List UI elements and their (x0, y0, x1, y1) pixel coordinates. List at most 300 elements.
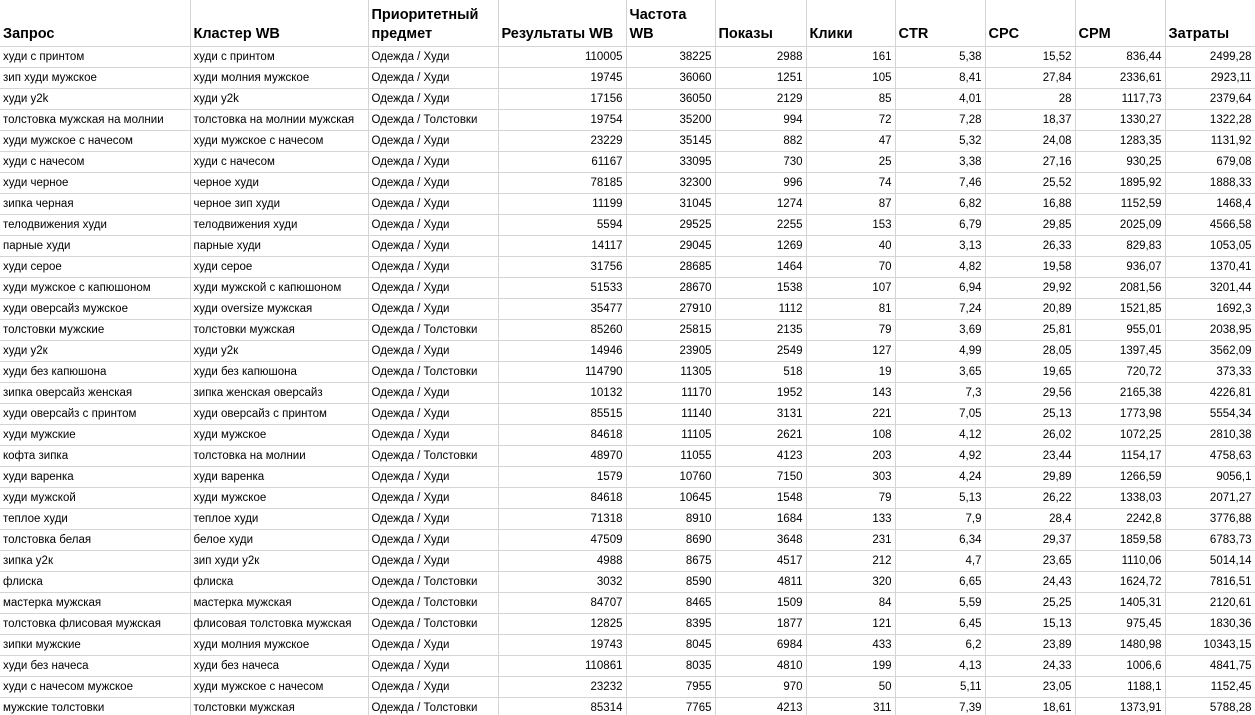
cell-frequency-wb[interactable]: 31045 (626, 194, 715, 215)
header-priority-subject[interactable]: Приоритетный предмет (368, 0, 498, 47)
cell-impressions[interactable]: 4810 (715, 656, 806, 677)
cell-results-wb[interactable]: 48970 (498, 446, 626, 467)
cell-frequency-wb[interactable]: 11170 (626, 383, 715, 404)
cell-results-wb[interactable]: 12825 (498, 614, 626, 635)
cell-cluster-wb[interactable]: мастерка мужская (190, 593, 368, 614)
cell-frequency-wb[interactable]: 33095 (626, 152, 715, 173)
cell-ctr[interactable]: 5,13 (895, 488, 985, 509)
cell-costs[interactable]: 3776,88 (1165, 509, 1255, 530)
cell-results-wb[interactable]: 19743 (498, 635, 626, 656)
cell-costs[interactable]: 5788,28 (1165, 698, 1255, 715)
cell-results-wb[interactable]: 1579 (498, 467, 626, 488)
cell-frequency-wb[interactable]: 23905 (626, 341, 715, 362)
cell-impressions[interactable]: 1112 (715, 299, 806, 320)
cell-ctr[interactable]: 7,39 (895, 698, 985, 715)
cell-clicks[interactable]: 105 (806, 68, 895, 89)
cell-impressions[interactable]: 2129 (715, 89, 806, 110)
cell-costs[interactable]: 3201,44 (1165, 278, 1255, 299)
cell-ctr[interactable]: 4,92 (895, 446, 985, 467)
cell-cpc[interactable]: 27,84 (985, 68, 1075, 89)
cell-cpc[interactable]: 29,56 (985, 383, 1075, 404)
cell-costs[interactable]: 4226,81 (1165, 383, 1255, 404)
cell-cpm[interactable]: 1110,06 (1075, 551, 1165, 572)
cell-cpm[interactable]: 1266,59 (1075, 467, 1165, 488)
cell-cluster-wb[interactable]: худи без начеса (190, 656, 368, 677)
cell-impressions[interactable]: 882 (715, 131, 806, 152)
cell-ctr[interactable]: 6,2 (895, 635, 985, 656)
cell-frequency-wb[interactable]: 8465 (626, 593, 715, 614)
cell-priority-subject[interactable]: Одежда / Толстовки (368, 362, 498, 383)
cell-results-wb[interactable]: 61167 (498, 152, 626, 173)
cell-query[interactable]: худи с принтом (0, 47, 190, 68)
cell-impressions[interactable]: 2549 (715, 341, 806, 362)
cell-query[interactable]: парные худи (0, 236, 190, 257)
cell-impressions[interactable]: 1952 (715, 383, 806, 404)
cell-frequency-wb[interactable]: 36060 (626, 68, 715, 89)
cell-priority-subject[interactable]: Одежда / Худи (368, 383, 498, 404)
cell-ctr[interactable]: 4,24 (895, 467, 985, 488)
cell-clicks[interactable]: 47 (806, 131, 895, 152)
cell-cpc[interactable]: 23,44 (985, 446, 1075, 467)
cell-cluster-wb[interactable]: худи мужское с начесом (190, 677, 368, 698)
cell-cpm[interactable]: 1188,1 (1075, 677, 1165, 698)
cell-results-wb[interactable]: 85314 (498, 698, 626, 715)
cell-impressions[interactable]: 4811 (715, 572, 806, 593)
cell-cpm[interactable]: 2025,09 (1075, 215, 1165, 236)
cell-clicks[interactable]: 87 (806, 194, 895, 215)
cell-cluster-wb[interactable]: черное зип худи (190, 194, 368, 215)
cell-priority-subject[interactable]: Одежда / Худи (368, 341, 498, 362)
cell-cluster-wb[interactable]: черное худи (190, 173, 368, 194)
cell-impressions[interactable]: 2135 (715, 320, 806, 341)
header-cpm[interactable]: CPM (1075, 0, 1165, 47)
cell-results-wb[interactable]: 23232 (498, 677, 626, 698)
cell-results-wb[interactable]: 19745 (498, 68, 626, 89)
cell-priority-subject[interactable]: Одежда / Толстовки (368, 614, 498, 635)
cell-ctr[interactable]: 5,59 (895, 593, 985, 614)
cell-cluster-wb[interactable]: теплое худи (190, 509, 368, 530)
cell-ctr[interactable]: 6,94 (895, 278, 985, 299)
cell-impressions[interactable]: 1548 (715, 488, 806, 509)
cell-impressions[interactable]: 3648 (715, 530, 806, 551)
cell-costs[interactable]: 1053,05 (1165, 236, 1255, 257)
header-ctr[interactable]: CTR (895, 0, 985, 47)
cell-clicks[interactable]: 107 (806, 278, 895, 299)
cell-query[interactable]: толстовка мужская на молнии (0, 110, 190, 131)
cell-frequency-wb[interactable]: 29525 (626, 215, 715, 236)
cell-frequency-wb[interactable]: 28685 (626, 257, 715, 278)
header-results-wb[interactable]: Результаты WB (498, 0, 626, 47)
cell-cluster-wb[interactable]: флисовая толстовка мужская (190, 614, 368, 635)
cell-ctr[interactable]: 6,34 (895, 530, 985, 551)
cell-query[interactable]: флиска (0, 572, 190, 593)
cell-ctr[interactable]: 3,69 (895, 320, 985, 341)
cell-cpc[interactable]: 29,37 (985, 530, 1075, 551)
cell-query[interactable]: худи без капюшона (0, 362, 190, 383)
cell-impressions[interactable]: 994 (715, 110, 806, 131)
cell-cluster-wb[interactable]: толстовки мужская (190, 698, 368, 715)
cell-costs[interactable]: 679,08 (1165, 152, 1255, 173)
cell-priority-subject[interactable]: Одежда / Худи (368, 257, 498, 278)
cell-impressions[interactable]: 7150 (715, 467, 806, 488)
cell-costs[interactable]: 1152,45 (1165, 677, 1255, 698)
cell-results-wb[interactable]: 23229 (498, 131, 626, 152)
cell-priority-subject[interactable]: Одежда / Худи (368, 278, 498, 299)
cell-cpm[interactable]: 1072,25 (1075, 425, 1165, 446)
cell-query[interactable]: худи оверсайз с принтом (0, 404, 190, 425)
cell-frequency-wb[interactable]: 11105 (626, 425, 715, 446)
cell-cpc[interactable]: 24,08 (985, 131, 1075, 152)
cell-clicks[interactable]: 199 (806, 656, 895, 677)
cell-clicks[interactable]: 303 (806, 467, 895, 488)
cell-cluster-wb[interactable]: парные худи (190, 236, 368, 257)
cell-query[interactable]: худи черное (0, 173, 190, 194)
cell-cpc[interactable]: 24,43 (985, 572, 1075, 593)
cell-ctr[interactable]: 4,13 (895, 656, 985, 677)
cell-priority-subject[interactable]: Одежда / Толстовки (368, 110, 498, 131)
header-cluster-wb[interactable]: Кластер WB (190, 0, 368, 47)
cell-cpc[interactable]: 24,33 (985, 656, 1075, 677)
cell-query[interactable]: толстовка белая (0, 530, 190, 551)
cell-impressions[interactable]: 1251 (715, 68, 806, 89)
cell-cpm[interactable]: 1338,03 (1075, 488, 1165, 509)
cell-impressions[interactable]: 1269 (715, 236, 806, 257)
cell-clicks[interactable]: 133 (806, 509, 895, 530)
cell-cpc[interactable]: 15,52 (985, 47, 1075, 68)
cell-cpm[interactable]: 1405,31 (1075, 593, 1165, 614)
cell-frequency-wb[interactable]: 8910 (626, 509, 715, 530)
cell-cpc[interactable]: 26,33 (985, 236, 1075, 257)
cell-cluster-wb[interactable]: худи мужское (190, 425, 368, 446)
cell-cluster-wb[interactable]: худи с начесом (190, 152, 368, 173)
cell-query[interactable]: худи мужской (0, 488, 190, 509)
cell-cluster-wb[interactable]: худи молния мужское (190, 635, 368, 656)
cell-clicks[interactable]: 161 (806, 47, 895, 68)
cell-costs[interactable]: 373,33 (1165, 362, 1255, 383)
cell-cpc[interactable]: 20,89 (985, 299, 1075, 320)
cell-cluster-wb[interactable]: худи оверсайз с принтом (190, 404, 368, 425)
cell-cpc[interactable]: 27,16 (985, 152, 1075, 173)
cell-results-wb[interactable]: 85260 (498, 320, 626, 341)
cell-cpc[interactable]: 29,92 (985, 278, 1075, 299)
cell-cpm[interactable]: 829,83 (1075, 236, 1165, 257)
cell-query[interactable]: худи с начесом мужское (0, 677, 190, 698)
cell-ctr[interactable]: 7,3 (895, 383, 985, 404)
cell-frequency-wb[interactable]: 8675 (626, 551, 715, 572)
cell-cpc[interactable]: 25,25 (985, 593, 1075, 614)
cell-cpm[interactable]: 955,01 (1075, 320, 1165, 341)
cell-cpc[interactable]: 19,65 (985, 362, 1075, 383)
cell-priority-subject[interactable]: Одежда / Толстовки (368, 320, 498, 341)
cell-ctr[interactable]: 6,65 (895, 572, 985, 593)
cell-frequency-wb[interactable]: 10645 (626, 488, 715, 509)
cell-query[interactable]: зипки мужские (0, 635, 190, 656)
cell-costs[interactable]: 6783,73 (1165, 530, 1255, 551)
cell-cluster-wb[interactable]: телодвижения худи (190, 215, 368, 236)
cell-cluster-wb[interactable]: белое худи (190, 530, 368, 551)
cell-cluster-wb[interactable]: толстовки мужская (190, 320, 368, 341)
cell-priority-subject[interactable]: Одежда / Худи (368, 68, 498, 89)
cell-costs[interactable]: 7816,51 (1165, 572, 1255, 593)
cell-cluster-wb[interactable]: зипка женская оверсайз (190, 383, 368, 404)
cell-ctr[interactable]: 4,82 (895, 257, 985, 278)
cell-query[interactable]: зипка черная (0, 194, 190, 215)
cell-impressions[interactable]: 1509 (715, 593, 806, 614)
cell-clicks[interactable]: 40 (806, 236, 895, 257)
cell-costs[interactable]: 2038,95 (1165, 320, 1255, 341)
cell-cpm[interactable]: 1624,72 (1075, 572, 1165, 593)
cell-frequency-wb[interactable]: 10760 (626, 467, 715, 488)
cell-results-wb[interactable]: 4988 (498, 551, 626, 572)
cell-clicks[interactable]: 153 (806, 215, 895, 236)
cell-results-wb[interactable]: 11199 (498, 194, 626, 215)
cell-clicks[interactable]: 108 (806, 425, 895, 446)
cell-cluster-wb[interactable]: худи мужское (190, 488, 368, 509)
cell-query[interactable]: зип худи мужское (0, 68, 190, 89)
header-frequency-wb[interactable]: Частота WB (626, 0, 715, 47)
cell-query[interactable]: толстовки мужские (0, 320, 190, 341)
cell-cluster-wb[interactable]: худи серое (190, 257, 368, 278)
cell-results-wb[interactable]: 110861 (498, 656, 626, 677)
cell-cluster-wb[interactable]: худи варенка (190, 467, 368, 488)
cell-frequency-wb[interactable]: 8045 (626, 635, 715, 656)
cell-priority-subject[interactable]: Одежда / Худи (368, 488, 498, 509)
cell-priority-subject[interactable]: Одежда / Худи (368, 509, 498, 530)
cell-costs[interactable]: 2071,27 (1165, 488, 1255, 509)
cell-query[interactable]: худи мужское с капюшоном (0, 278, 190, 299)
cell-frequency-wb[interactable]: 29045 (626, 236, 715, 257)
cell-cpm[interactable]: 2081,56 (1075, 278, 1165, 299)
cell-query[interactable]: худи y2k (0, 89, 190, 110)
cell-clicks[interactable]: 84 (806, 593, 895, 614)
cell-impressions[interactable]: 4517 (715, 551, 806, 572)
cell-priority-subject[interactable]: Одежда / Худи (368, 236, 498, 257)
cell-cpc[interactable]: 26,22 (985, 488, 1075, 509)
cell-cpc[interactable]: 25,81 (985, 320, 1075, 341)
cell-cpm[interactable]: 1283,35 (1075, 131, 1165, 152)
cell-priority-subject[interactable]: Одежда / Худи (368, 47, 498, 68)
cell-frequency-wb[interactable]: 35200 (626, 110, 715, 131)
cell-cpc[interactable]: 29,89 (985, 467, 1075, 488)
cell-costs[interactable]: 1131,92 (1165, 131, 1255, 152)
cell-impressions[interactable]: 1274 (715, 194, 806, 215)
cell-frequency-wb[interactable]: 7955 (626, 677, 715, 698)
cell-clicks[interactable]: 433 (806, 635, 895, 656)
cell-costs[interactable]: 2499,28 (1165, 47, 1255, 68)
cell-cpm[interactable]: 1152,59 (1075, 194, 1165, 215)
cell-cpc[interactable]: 19,58 (985, 257, 1075, 278)
cell-costs[interactable]: 2923,11 (1165, 68, 1255, 89)
cell-costs[interactable]: 4566,58 (1165, 215, 1255, 236)
cell-cluster-wb[interactable]: худи без капюшона (190, 362, 368, 383)
cell-ctr[interactable]: 6,79 (895, 215, 985, 236)
cell-costs[interactable]: 1322,28 (1165, 110, 1255, 131)
cell-cpm[interactable]: 975,45 (1075, 614, 1165, 635)
cell-clicks[interactable]: 79 (806, 320, 895, 341)
cell-clicks[interactable]: 25 (806, 152, 895, 173)
cell-costs[interactable]: 5014,14 (1165, 551, 1255, 572)
cell-ctr[interactable]: 7,05 (895, 404, 985, 425)
cell-frequency-wb[interactable]: 8035 (626, 656, 715, 677)
cell-clicks[interactable]: 70 (806, 257, 895, 278)
cell-clicks[interactable]: 231 (806, 530, 895, 551)
cell-cpm[interactable]: 1373,91 (1075, 698, 1165, 715)
cell-cluster-wb[interactable]: худи oversize мужская (190, 299, 368, 320)
cell-ctr[interactable]: 5,38 (895, 47, 985, 68)
cell-costs[interactable]: 4758,63 (1165, 446, 1255, 467)
cell-results-wb[interactable]: 14946 (498, 341, 626, 362)
cell-frequency-wb[interactable]: 32300 (626, 173, 715, 194)
cell-query[interactable]: зипка оверсайз женская (0, 383, 190, 404)
cell-ctr[interactable]: 7,24 (895, 299, 985, 320)
cell-cpm[interactable]: 1895,92 (1075, 173, 1165, 194)
cell-impressions[interactable]: 2621 (715, 425, 806, 446)
cell-impressions[interactable]: 3131 (715, 404, 806, 425)
cell-cluster-wb[interactable]: худи с принтом (190, 47, 368, 68)
cell-query[interactable]: худи мужские (0, 425, 190, 446)
cell-results-wb[interactable]: 114790 (498, 362, 626, 383)
cell-clicks[interactable]: 121 (806, 614, 895, 635)
cell-cluster-wb[interactable]: толстовка на молнии (190, 446, 368, 467)
cell-cpc[interactable]: 18,37 (985, 110, 1075, 131)
cell-frequency-wb[interactable]: 38225 (626, 47, 715, 68)
cell-ctr[interactable]: 5,11 (895, 677, 985, 698)
cell-cpm[interactable]: 1006,6 (1075, 656, 1165, 677)
cell-impressions[interactable]: 1877 (715, 614, 806, 635)
cell-clicks[interactable]: 79 (806, 488, 895, 509)
cell-cpm[interactable]: 836,44 (1075, 47, 1165, 68)
cell-query[interactable]: худи у2к (0, 341, 190, 362)
cell-query[interactable]: худи без начеса (0, 656, 190, 677)
cell-impressions[interactable]: 1538 (715, 278, 806, 299)
cell-results-wb[interactable]: 78185 (498, 173, 626, 194)
cell-priority-subject[interactable]: Одежда / Худи (368, 299, 498, 320)
cell-cluster-wb[interactable]: флиска (190, 572, 368, 593)
cell-priority-subject[interactable]: Одежда / Худи (368, 467, 498, 488)
cell-query[interactable]: худи с начесом (0, 152, 190, 173)
cell-cpc[interactable]: 28 (985, 89, 1075, 110)
cell-query[interactable]: худи серое (0, 257, 190, 278)
cell-costs[interactable]: 4841,75 (1165, 656, 1255, 677)
cell-cluster-wb[interactable]: зип худи у2к (190, 551, 368, 572)
cell-frequency-wb[interactable]: 27910 (626, 299, 715, 320)
cell-cpm[interactable]: 1859,58 (1075, 530, 1165, 551)
cell-priority-subject[interactable]: Одежда / Худи (368, 656, 498, 677)
cell-clicks[interactable]: 221 (806, 404, 895, 425)
cell-ctr[interactable]: 8,41 (895, 68, 985, 89)
cell-results-wb[interactable]: 17156 (498, 89, 626, 110)
cell-results-wb[interactable]: 71318 (498, 509, 626, 530)
cell-impressions[interactable]: 996 (715, 173, 806, 194)
cell-cpm[interactable]: 1521,85 (1075, 299, 1165, 320)
cell-ctr[interactable]: 3,13 (895, 236, 985, 257)
cell-priority-subject[interactable]: Одежда / Худи (368, 635, 498, 656)
cell-clicks[interactable]: 74 (806, 173, 895, 194)
cell-frequency-wb[interactable]: 8690 (626, 530, 715, 551)
cell-results-wb[interactable]: 84707 (498, 593, 626, 614)
cell-costs[interactable]: 9056,1 (1165, 467, 1255, 488)
cell-results-wb[interactable]: 85515 (498, 404, 626, 425)
cell-impressions[interactable]: 1684 (715, 509, 806, 530)
cell-cpm[interactable]: 2336,61 (1075, 68, 1165, 89)
cell-cluster-wb[interactable]: толстовка на молнии мужская (190, 110, 368, 131)
cell-cpm[interactable]: 1397,45 (1075, 341, 1165, 362)
cell-priority-subject[interactable]: Одежда / Худи (368, 194, 498, 215)
cell-clicks[interactable]: 19 (806, 362, 895, 383)
cell-cpm[interactable]: 720,72 (1075, 362, 1165, 383)
cell-costs[interactable]: 2120,61 (1165, 593, 1255, 614)
cell-cpc[interactable]: 28,4 (985, 509, 1075, 530)
cell-query[interactable]: мастерка мужская (0, 593, 190, 614)
cell-impressions[interactable]: 4213 (715, 698, 806, 715)
cell-clicks[interactable]: 320 (806, 572, 895, 593)
cell-ctr[interactable]: 3,65 (895, 362, 985, 383)
cell-cpm[interactable]: 1480,98 (1075, 635, 1165, 656)
cell-priority-subject[interactable]: Одежда / Худи (368, 404, 498, 425)
cell-priority-subject[interactable]: Одежда / Худи (368, 425, 498, 446)
cell-clicks[interactable]: 81 (806, 299, 895, 320)
cell-impressions[interactable]: 518 (715, 362, 806, 383)
cell-clicks[interactable]: 203 (806, 446, 895, 467)
cell-results-wb[interactable]: 110005 (498, 47, 626, 68)
cell-results-wb[interactable]: 84618 (498, 488, 626, 509)
cell-ctr[interactable]: 6,45 (895, 614, 985, 635)
cell-priority-subject[interactable]: Одежда / Худи (368, 677, 498, 698)
cell-frequency-wb[interactable]: 7765 (626, 698, 715, 715)
cell-priority-subject[interactable]: Одежда / Толстовки (368, 698, 498, 715)
cell-costs[interactable]: 5554,34 (1165, 404, 1255, 425)
cell-cpc[interactable]: 23,89 (985, 635, 1075, 656)
cell-impressions[interactable]: 6984 (715, 635, 806, 656)
cell-cpc[interactable]: 23,65 (985, 551, 1075, 572)
cell-cpc[interactable]: 28,05 (985, 341, 1075, 362)
cell-clicks[interactable]: 311 (806, 698, 895, 715)
cell-priority-subject[interactable]: Одежда / Худи (368, 551, 498, 572)
cell-clicks[interactable]: 85 (806, 89, 895, 110)
cell-cpc[interactable]: 25,13 (985, 404, 1075, 425)
cell-cpc[interactable]: 25,52 (985, 173, 1075, 194)
cell-priority-subject[interactable]: Одежда / Толстовки (368, 593, 498, 614)
cell-clicks[interactable]: 143 (806, 383, 895, 404)
cell-ctr[interactable]: 5,32 (895, 131, 985, 152)
cell-priority-subject[interactable]: Одежда / Худи (368, 215, 498, 236)
cell-results-wb[interactable]: 35477 (498, 299, 626, 320)
cell-frequency-wb[interactable]: 11140 (626, 404, 715, 425)
cell-frequency-wb[interactable]: 11305 (626, 362, 715, 383)
cell-cpm[interactable]: 1773,98 (1075, 404, 1165, 425)
cell-costs[interactable]: 1370,41 (1165, 257, 1255, 278)
cell-ctr[interactable]: 7,46 (895, 173, 985, 194)
cell-frequency-wb[interactable]: 28670 (626, 278, 715, 299)
cell-query[interactable]: мужские толстовки (0, 698, 190, 715)
cell-priority-subject[interactable]: Одежда / Худи (368, 131, 498, 152)
cell-priority-subject[interactable]: Одежда / Худи (368, 530, 498, 551)
cell-clicks[interactable]: 50 (806, 677, 895, 698)
cell-clicks[interactable]: 212 (806, 551, 895, 572)
cell-cluster-wb[interactable]: худи y2k (190, 89, 368, 110)
cell-query[interactable]: зипка у2к (0, 551, 190, 572)
cell-cpm[interactable]: 1330,27 (1075, 110, 1165, 131)
cell-cluster-wb[interactable]: худи мужское с начесом (190, 131, 368, 152)
cell-ctr[interactable]: 6,82 (895, 194, 985, 215)
cell-query[interactable]: худи мужское с начесом (0, 131, 190, 152)
cell-query[interactable]: худи оверсайз мужское (0, 299, 190, 320)
cell-frequency-wb[interactable]: 36050 (626, 89, 715, 110)
cell-frequency-wb[interactable]: 11055 (626, 446, 715, 467)
cell-cpm[interactable]: 1117,73 (1075, 89, 1165, 110)
cell-cpc[interactable]: 16,88 (985, 194, 1075, 215)
cell-cpm[interactable]: 2242,8 (1075, 509, 1165, 530)
